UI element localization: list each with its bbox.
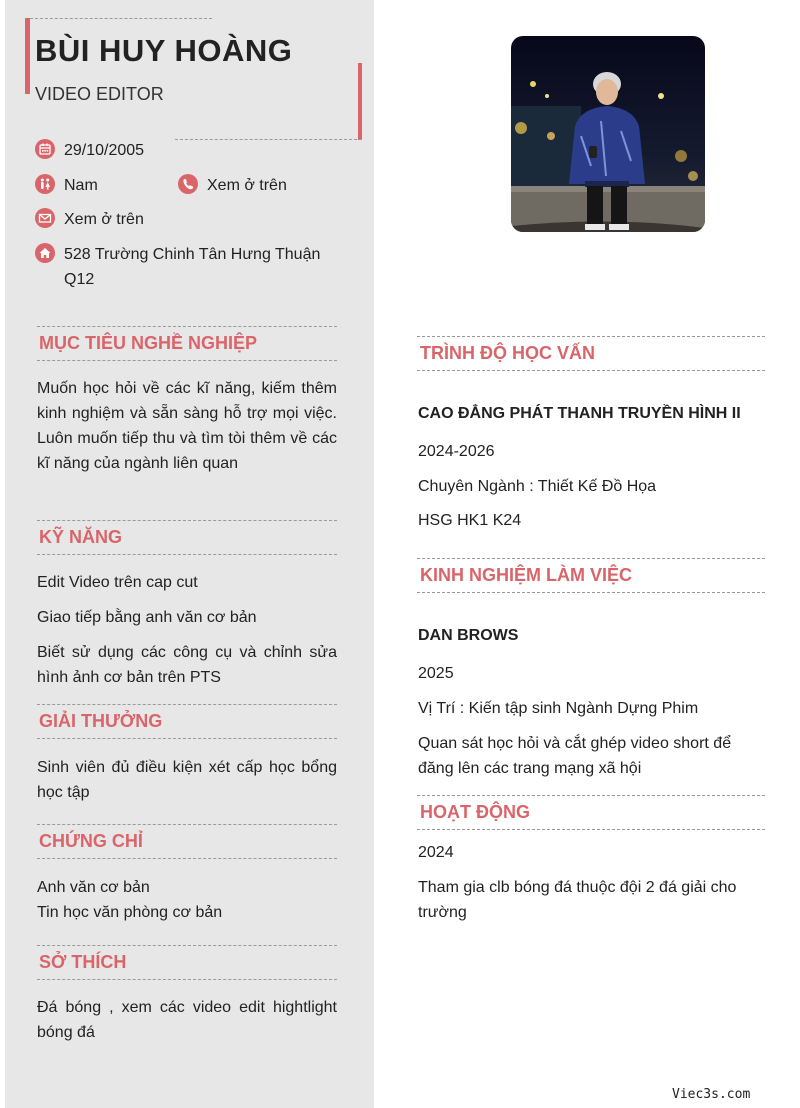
section-title-certificates: CHỨNG CHỈ <box>37 824 337 859</box>
section-title-skills: KỸ NĂNG <box>37 520 337 555</box>
profile-photo <box>511 36 705 232</box>
calendar-icon <box>35 139 55 159</box>
home-icon <box>35 243 55 263</box>
phone-icon <box>178 174 198 194</box>
awards-text: Sinh viên đủ điều kiện xét cấp học bổng học tập <box>37 759 337 801</box>
section-title-awards: GIẢI THƯỞNG <box>37 704 337 739</box>
skill-item: Biết sử dụng các công cụ và chỉnh sửa hình ảnh cơ bản trên PTS <box>37 644 337 686</box>
phone-value: Xem ở trên <box>207 177 287 194</box>
activities-year: 2024 <box>418 844 454 861</box>
section-title-education: TRÌNH ĐỘ HỌC VẤN <box>417 336 765 371</box>
address-value: 528 Trường Chinh Tân Hưng Thuận Q12 <box>64 246 321 288</box>
envelope-icon <box>35 208 55 228</box>
certificate-item: Tin học văn phòng cơ bản <box>37 904 223 921</box>
hobbies-text: Đá bóng , xem các video edit hightlight bóng đá <box>37 999 337 1041</box>
education-school: CAO ĐẲNG PHÁT THANH TRUYỀN HÌNH II <box>418 405 741 422</box>
section-title-objective: MỤC TIÊU NGHỀ NGHIỆP <box>37 326 337 361</box>
contact-address <box>35 242 335 292</box>
objective-text: Muốn học hỏi về các kĩ năng, kiếm thêm kinh nghiệm và sẵn sàng hỗ trợ mọi việc. Luôn muốn tiếp thu và tìm tòi thêm về các kĩ năng của ngành liên quan <box>37 380 337 472</box>
contact-birthday <box>35 138 144 163</box>
job-title: VIDEO EDITOR <box>35 84 164 104</box>
contact-phone <box>178 173 287 198</box>
experience-description: Quan sát học hỏi và cắt ghép video short để đăng lên các trang mạng xã hội <box>418 735 732 777</box>
section-title-experience: KINH NGHIỆM LÀM VIỆC <box>417 558 765 593</box>
activities-description: Tham gia clb bóng đá thuộc đội 2 đá giải cho trường <box>418 879 737 921</box>
header-top-divider <box>25 18 212 19</box>
contact-email <box>35 207 144 232</box>
skill-item: Edit Video trên cap cut <box>37 574 198 591</box>
section-title-activities: HOẠT ĐỘNG <box>417 795 765 830</box>
certificate-item: Anh văn cơ bản <box>37 879 150 896</box>
header-right-accent-bar <box>358 63 362 140</box>
experience-position: Vị Trí : Kiến tập sinh Ngành Dựng Phim <box>418 700 699 717</box>
experience-company: DAN BROWS <box>418 627 519 644</box>
education-achievement: HSG HK1 K24 <box>418 512 522 529</box>
gender-value: Nam <box>64 177 98 194</box>
gender-icon <box>35 174 55 194</box>
footer-watermark[interactable]: Viec3s.com <box>672 1087 751 1102</box>
contact-gender <box>35 173 98 198</box>
candidate-name: BÙI HUY HOÀNG <box>35 33 293 68</box>
email-value: Xem ở trên <box>64 211 144 228</box>
section-title-hobbies: SỞ THÍCH <box>37 945 337 980</box>
name-header <box>25 18 362 140</box>
education-period: 2024-2026 <box>418 443 495 460</box>
skill-item: Giao tiếp bằng anh văn cơ bản <box>37 609 257 626</box>
header-bottom-divider <box>175 139 362 140</box>
birthday-value: 29/10/2005 <box>64 142 145 159</box>
header-left-accent-bar <box>25 18 30 94</box>
education-major: Chuyên Ngành : Thiết Kế Đồ Họa <box>418 478 657 495</box>
experience-year: 2025 <box>418 665 454 682</box>
profile-photo-illustration <box>511 36 705 232</box>
